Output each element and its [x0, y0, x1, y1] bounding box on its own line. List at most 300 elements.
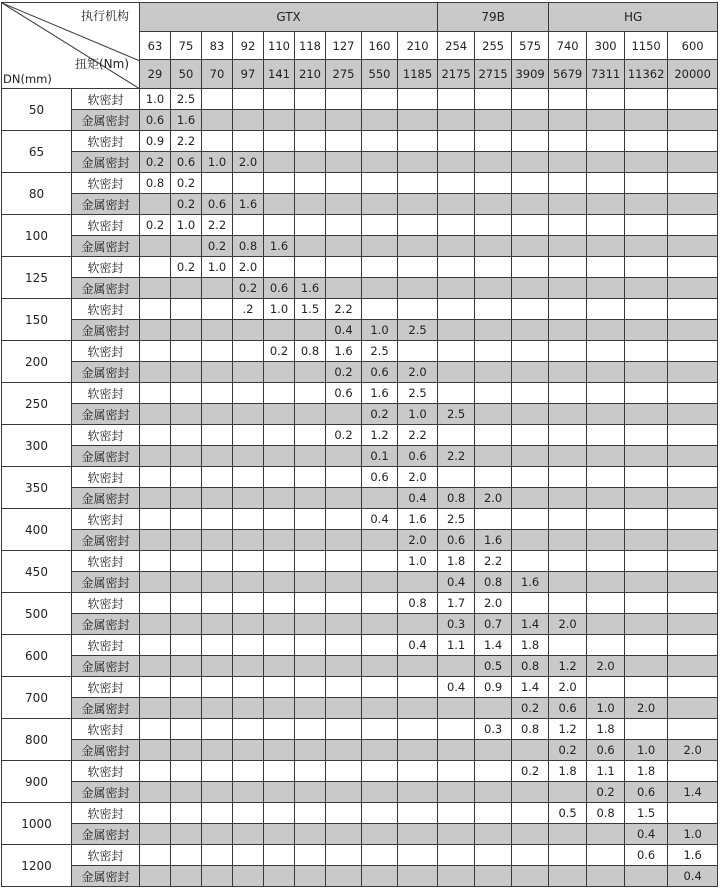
- pressure-value-cell: [295, 215, 326, 236]
- pressure-value-cell: [140, 467, 171, 488]
- pressure-value-cell: 0.8: [587, 803, 625, 824]
- pressure-value-cell: [233, 719, 264, 740]
- pressure-value-cell: [202, 110, 233, 131]
- pressure-value-cell: [668, 719, 718, 740]
- pressure-value-cell: [264, 635, 295, 656]
- pressure-value-cell: [587, 320, 625, 341]
- pressure-value-cell: [326, 635, 362, 656]
- pressure-value-cell: [362, 299, 398, 320]
- pressure-value-cell: 0.8: [438, 488, 475, 509]
- pressure-value-cell: [398, 719, 438, 740]
- soft-seal-row: [2, 677, 718, 698]
- pressure-value-cell: [362, 551, 398, 572]
- pressure-value-cell: [398, 131, 438, 152]
- pressure-value-cell: 2.5: [438, 404, 475, 425]
- soft-seal-row: [2, 341, 718, 362]
- pressure-value-cell: [475, 131, 512, 152]
- pressure-value-cell: 1.6: [233, 194, 264, 215]
- pressure-value-cell: [295, 740, 326, 761]
- pressure-value-cell: [233, 845, 264, 866]
- pressure-value-cell: [264, 572, 295, 593]
- pressure-value-cell: [398, 299, 438, 320]
- pressure-value-cell: 0.1: [362, 446, 398, 467]
- torque-value-cell: 3909: [512, 60, 549, 89]
- pressure-value-cell: [438, 656, 475, 677]
- dn-size-cell: 700: [2, 677, 72, 719]
- pressure-value-cell: [668, 131, 718, 152]
- pressure-value-cell: [549, 152, 587, 173]
- pressure-value-cell: [326, 530, 362, 551]
- pressure-value-cell: [362, 89, 398, 110]
- metal-seal-label: 金属密封: [72, 530, 140, 551]
- pressure-value-cell: [264, 551, 295, 572]
- pressure-value-cell: [512, 467, 549, 488]
- pressure-value-cell: [587, 551, 625, 572]
- dn-size-cell: 350: [2, 467, 72, 509]
- torque-value-cell: 7311: [587, 60, 625, 89]
- pressure-value-cell: 1.0: [202, 257, 233, 278]
- torque-value-cell: 11362: [625, 60, 668, 89]
- actuator-model-cell: 1150: [625, 32, 668, 60]
- actuator-model-cell: 75: [171, 32, 202, 60]
- metal-seal-row: [2, 740, 718, 761]
- pressure-value-cell: [233, 404, 264, 425]
- pressure-value-cell: [202, 530, 233, 551]
- pressure-value-cell: [475, 194, 512, 215]
- pressure-value-cell: [295, 866, 326, 887]
- soft-seal-label: 软密封: [72, 299, 140, 320]
- pressure-value-cell: [233, 488, 264, 509]
- pressure-value-cell: [140, 425, 171, 446]
- pressure-value-cell: [171, 383, 202, 404]
- pressure-value-cell: [202, 845, 233, 866]
- pressure-value-cell: 1.8: [512, 635, 549, 656]
- pressure-value-cell: [625, 194, 668, 215]
- pressure-value-cell: [264, 761, 295, 782]
- pressure-value-cell: [140, 257, 171, 278]
- pressure-value-cell: 1.6: [475, 530, 512, 551]
- pressure-value-cell: [233, 635, 264, 656]
- pressure-value-cell: [362, 677, 398, 698]
- pressure-value-cell: [587, 866, 625, 887]
- pressure-value-cell: 0.6: [625, 782, 668, 803]
- pressure-value-cell: [362, 278, 398, 299]
- pressure-value-cell: [202, 656, 233, 677]
- soft-seal-label: 软密封: [72, 89, 140, 110]
- pressure-value-cell: [295, 320, 326, 341]
- pressure-value-cell: [549, 215, 587, 236]
- torque-value-cell: 2715: [475, 60, 512, 89]
- actuator-model-cell: 740: [549, 32, 587, 60]
- pressure-value-cell: [264, 530, 295, 551]
- pressure-value-cell: 0.8: [398, 593, 438, 614]
- pressure-value-cell: [512, 257, 549, 278]
- torque-value-cell: 141: [264, 60, 295, 89]
- pressure-value-cell: 0.2: [264, 341, 295, 362]
- soft-seal-label: 软密封: [72, 761, 140, 782]
- pressure-value-cell: [668, 152, 718, 173]
- pressure-value-cell: [140, 593, 171, 614]
- soft-seal-label: 软密封: [72, 215, 140, 236]
- pressure-value-cell: [264, 320, 295, 341]
- pressure-value-cell: [326, 173, 362, 194]
- pressure-value-cell: [362, 215, 398, 236]
- pressure-value-cell: [233, 530, 264, 551]
- pressure-value-cell: [202, 719, 233, 740]
- actuator-model-cell: 160: [362, 32, 398, 60]
- pressure-value-cell: [475, 89, 512, 110]
- pressure-value-cell: [140, 341, 171, 362]
- pressure-value-cell: [587, 572, 625, 593]
- pressure-value-cell: [475, 698, 512, 719]
- soft-seal-row: [2, 173, 718, 194]
- pressure-value-cell: [326, 404, 362, 425]
- soft-seal-row: [2, 845, 718, 866]
- soft-seal-row: [2, 89, 718, 110]
- torque-value-cell: 29: [140, 60, 171, 89]
- actuator-group-header: HG: [549, 3, 718, 32]
- pressure-value-cell: [171, 446, 202, 467]
- pressure-value-cell: [512, 866, 549, 887]
- group-header-row: [2, 3, 718, 32]
- pressure-value-cell: 0.2: [549, 740, 587, 761]
- pressure-value-cell: [295, 362, 326, 383]
- pressure-value-cell: [438, 824, 475, 845]
- pressure-value-cell: [398, 824, 438, 845]
- pressure-value-cell: [233, 614, 264, 635]
- pressure-value-cell: [202, 509, 233, 530]
- pressure-value-cell: [171, 404, 202, 425]
- pressure-value-cell: 1.0: [140, 89, 171, 110]
- pressure-value-cell: [326, 866, 362, 887]
- soft-seal-row: [2, 761, 718, 782]
- pressure-value-cell: [475, 383, 512, 404]
- pressure-value-cell: [202, 761, 233, 782]
- pressure-value-cell: [549, 89, 587, 110]
- pressure-value-cell: [398, 803, 438, 824]
- pressure-value-cell: 1.0: [362, 320, 398, 341]
- pressure-value-cell: [171, 593, 202, 614]
- pressure-value-cell: [326, 656, 362, 677]
- pressure-value-cell: 0.9: [475, 677, 512, 698]
- pressure-value-cell: [202, 341, 233, 362]
- pressure-value-cell: [587, 278, 625, 299]
- pressure-value-cell: [140, 320, 171, 341]
- pressure-value-cell: [512, 89, 549, 110]
- pressure-value-cell: [171, 845, 202, 866]
- pressure-value-cell: [398, 740, 438, 761]
- pressure-value-cell: [398, 152, 438, 173]
- pressure-value-cell: [264, 740, 295, 761]
- torque-value-cell: 5679: [549, 60, 587, 89]
- pressure-value-cell: [587, 152, 625, 173]
- pressure-value-cell: [264, 194, 295, 215]
- metal-seal-label: 金属密封: [72, 404, 140, 425]
- pressure-value-cell: 0.2: [202, 236, 233, 257]
- metal-seal-label: 金属密封: [72, 320, 140, 341]
- pressure-value-cell: [295, 572, 326, 593]
- pressure-value-cell: [326, 131, 362, 152]
- pressure-value-cell: [668, 404, 718, 425]
- pressure-value-cell: [587, 593, 625, 614]
- pressure-value-cell: 2.0: [398, 362, 438, 383]
- torque-value-cell: 2175: [438, 60, 475, 89]
- pressure-value-cell: 1.1: [587, 761, 625, 782]
- pressure-value-cell: [398, 110, 438, 131]
- metal-seal-row: [2, 656, 718, 677]
- pressure-value-cell: [140, 698, 171, 719]
- pressure-value-cell: [140, 614, 171, 635]
- pressure-value-cell: [264, 467, 295, 488]
- pressure-value-cell: [438, 425, 475, 446]
- pressure-value-cell: 0.8: [512, 656, 549, 677]
- pressure-value-cell: [587, 635, 625, 656]
- pressure-value-cell: 0.4: [398, 488, 438, 509]
- pressure-value-cell: 2.2: [326, 299, 362, 320]
- pressure-value-cell: [512, 551, 549, 572]
- pressure-value-cell: [233, 215, 264, 236]
- pressure-value-cell: [668, 215, 718, 236]
- soft-seal-row: [2, 215, 718, 236]
- pressure-value-cell: [668, 173, 718, 194]
- pressure-value-cell: [295, 404, 326, 425]
- pressure-value-cell: [475, 824, 512, 845]
- pressure-value-cell: [438, 467, 475, 488]
- pressure-value-cell: [549, 341, 587, 362]
- pressure-value-cell: [549, 236, 587, 257]
- dn-size-cell: 150: [2, 299, 72, 341]
- pressure-value-cell: [264, 404, 295, 425]
- pressure-value-cell: [398, 194, 438, 215]
- soft-seal-row: [2, 425, 718, 446]
- pressure-value-cell: [295, 614, 326, 635]
- metal-seal-label: 金属密封: [72, 446, 140, 467]
- pressure-value-cell: [475, 320, 512, 341]
- pressure-value-cell: 0.6: [326, 383, 362, 404]
- pressure-value-cell: [264, 425, 295, 446]
- pressure-value-cell: [668, 656, 718, 677]
- pressure-value-cell: [438, 740, 475, 761]
- torque-value-cell: 210: [295, 60, 326, 89]
- metal-seal-row: [2, 614, 718, 635]
- metal-seal-row: [2, 530, 718, 551]
- pressure-value-cell: [295, 488, 326, 509]
- actuator-group-header: GTX: [140, 3, 438, 32]
- pressure-value-cell: [625, 404, 668, 425]
- dn-size-cell: 800: [2, 719, 72, 761]
- pressure-value-cell: [625, 89, 668, 110]
- pressure-value-cell: 0.6: [438, 530, 475, 551]
- pressure-value-cell: 0.2: [362, 404, 398, 425]
- dn-size-cell: 300: [2, 425, 72, 467]
- pressure-value-cell: [233, 341, 264, 362]
- actuator-model-cell: 210: [398, 32, 438, 60]
- actuator-sizing-table: [1, 2, 718, 887]
- pressure-value-cell: 1.6: [512, 572, 549, 593]
- pressure-value-cell: [625, 866, 668, 887]
- dn-size-cell: 1000: [2, 803, 72, 845]
- pressure-value-cell: 1.8: [625, 761, 668, 782]
- pressure-value-cell: [438, 278, 475, 299]
- pressure-value-cell: [171, 509, 202, 530]
- pressure-value-cell: [171, 551, 202, 572]
- pressure-value-cell: [362, 152, 398, 173]
- pressure-value-cell: [475, 152, 512, 173]
- pressure-value-cell: 2.0: [398, 530, 438, 551]
- pressure-value-cell: 0.9: [140, 131, 171, 152]
- pressure-value-cell: [362, 782, 398, 803]
- pressure-value-cell: [140, 782, 171, 803]
- pressure-value-cell: 1.0: [398, 404, 438, 425]
- pressure-value-cell: [264, 110, 295, 131]
- pressure-value-cell: [362, 719, 398, 740]
- pressure-value-cell: [326, 593, 362, 614]
- pressure-value-cell: [171, 467, 202, 488]
- pressure-value-cell: [326, 824, 362, 845]
- metal-seal-label: 金属密封: [72, 656, 140, 677]
- dn-size-cell: 250: [2, 383, 72, 425]
- pressure-value-cell: [398, 215, 438, 236]
- pressure-value-cell: [171, 803, 202, 824]
- pressure-value-cell: [625, 278, 668, 299]
- metal-seal-row: [2, 362, 718, 383]
- pressure-value-cell: 0.4: [398, 635, 438, 656]
- soft-seal-label: 软密封: [72, 551, 140, 572]
- actuator-model-cell: 600: [668, 32, 718, 60]
- pressure-value-cell: [295, 236, 326, 257]
- pressure-value-cell: [625, 299, 668, 320]
- pressure-value-cell: 2.0: [398, 467, 438, 488]
- pressure-value-cell: 1.4: [512, 614, 549, 635]
- pressure-value-cell: [625, 509, 668, 530]
- pressure-value-cell: [512, 509, 549, 530]
- pressure-value-cell: [171, 572, 202, 593]
- pressure-value-cell: 1.0: [202, 152, 233, 173]
- pressure-value-cell: [140, 866, 171, 887]
- pressure-value-cell: [264, 698, 295, 719]
- pressure-value-cell: 0.2: [171, 257, 202, 278]
- dn-size-cell: 65: [2, 131, 72, 173]
- pressure-value-cell: [549, 635, 587, 656]
- pressure-value-cell: 2.2: [438, 446, 475, 467]
- pressure-value-cell: [295, 551, 326, 572]
- pressure-value-cell: 0.5: [475, 656, 512, 677]
- metal-seal-row: [2, 236, 718, 257]
- pressure-value-cell: [438, 320, 475, 341]
- pressure-value-cell: [587, 383, 625, 404]
- pressure-value-cell: 2.2: [171, 131, 202, 152]
- pressure-value-cell: [140, 656, 171, 677]
- pressure-value-cell: 1.6: [295, 278, 326, 299]
- pressure-value-cell: [202, 404, 233, 425]
- pressure-value-cell: 0.8: [233, 236, 264, 257]
- pressure-value-cell: [362, 572, 398, 593]
- pressure-value-cell: [202, 740, 233, 761]
- pressure-value-cell: [625, 320, 668, 341]
- soft-seal-row: [2, 467, 718, 488]
- pressure-value-cell: [295, 194, 326, 215]
- pressure-value-cell: [171, 866, 202, 887]
- dn-size-cell: 400: [2, 509, 72, 551]
- pressure-value-cell: [171, 488, 202, 509]
- pressure-value-cell: [625, 572, 668, 593]
- pressure-value-cell: [475, 866, 512, 887]
- pressure-value-cell: 1.6: [398, 509, 438, 530]
- pressure-value-cell: [264, 362, 295, 383]
- metal-seal-row: [2, 194, 718, 215]
- pressure-value-cell: [398, 656, 438, 677]
- pressure-value-cell: [140, 446, 171, 467]
- torque-value-cell: 1185: [398, 60, 438, 89]
- pressure-value-cell: [625, 530, 668, 551]
- pressure-value-cell: [398, 173, 438, 194]
- pressure-value-cell: [512, 320, 549, 341]
- pressure-value-cell: [233, 572, 264, 593]
- pressure-value-cell: [625, 236, 668, 257]
- pressure-value-cell: [326, 89, 362, 110]
- pressure-value-cell: [362, 110, 398, 131]
- pressure-value-cell: [264, 446, 295, 467]
- pressure-value-cell: [475, 740, 512, 761]
- pressure-value-cell: [233, 383, 264, 404]
- pressure-value-cell: [295, 257, 326, 278]
- pressure-value-cell: [438, 341, 475, 362]
- pressure-value-cell: [668, 110, 718, 131]
- pressure-value-cell: [326, 194, 362, 215]
- pressure-value-cell: 1.6: [326, 341, 362, 362]
- pressure-value-cell: [438, 698, 475, 719]
- metal-seal-row: [2, 824, 718, 845]
- torque-value-cell: 97: [233, 60, 264, 89]
- pressure-value-cell: [549, 425, 587, 446]
- pressure-value-cell: 1.2: [362, 425, 398, 446]
- pressure-value-cell: [668, 488, 718, 509]
- pressure-value-cell: [512, 425, 549, 446]
- actuator-model-cell: 110: [264, 32, 295, 60]
- pressure-value-cell: [438, 782, 475, 803]
- torque-value-cell: 275: [326, 60, 362, 89]
- pressure-value-cell: [171, 341, 202, 362]
- dn-size-cell: 500: [2, 593, 72, 635]
- pressure-value-cell: [362, 530, 398, 551]
- pressure-value-cell: [625, 677, 668, 698]
- pressure-value-cell: [140, 509, 171, 530]
- soft-seal-label: 软密封: [72, 383, 140, 404]
- soft-seal-label: 软密封: [72, 341, 140, 362]
- pressure-value-cell: [264, 719, 295, 740]
- pressure-value-cell: [668, 635, 718, 656]
- pressure-value-cell: [625, 593, 668, 614]
- metal-seal-label: 金属密封: [72, 614, 140, 635]
- metal-seal-row: [2, 110, 718, 131]
- pressure-value-cell: [438, 383, 475, 404]
- pressure-value-cell: [295, 593, 326, 614]
- pressure-value-cell: [171, 761, 202, 782]
- soft-seal-label: 软密封: [72, 803, 140, 824]
- metal-seal-label: 金属密封: [72, 278, 140, 299]
- pressure-value-cell: [264, 89, 295, 110]
- pressure-value-cell: [326, 110, 362, 131]
- pressure-value-cell: [668, 236, 718, 257]
- pressure-value-cell: [362, 131, 398, 152]
- pressure-value-cell: 0.3: [438, 614, 475, 635]
- pressure-value-cell: [398, 236, 438, 257]
- pressure-value-cell: [475, 467, 512, 488]
- pressure-value-cell: [512, 278, 549, 299]
- pressure-value-cell: [233, 677, 264, 698]
- metal-seal-row: [2, 488, 718, 509]
- pressure-value-cell: [668, 509, 718, 530]
